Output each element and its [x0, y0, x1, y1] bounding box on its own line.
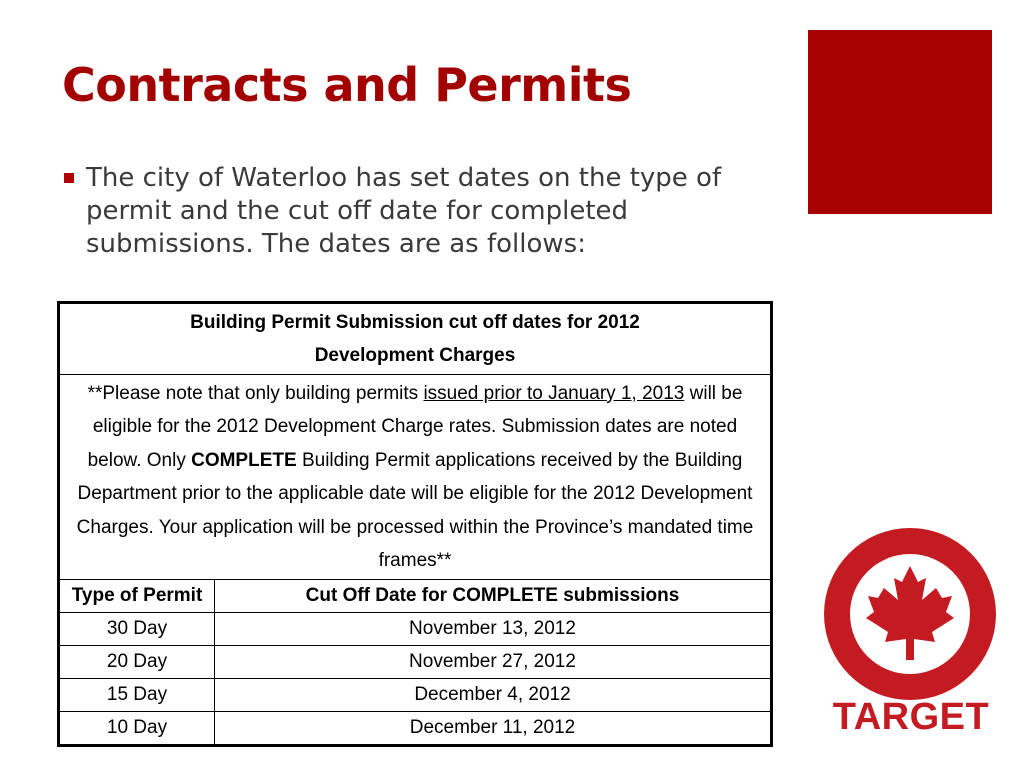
cutoff-date-cell: November 27, 2012 [215, 646, 772, 679]
table-header-row [59, 580, 772, 613]
target-logo-text: TARGET [832, 696, 990, 738]
permit-type-cell: 15 Day [59, 679, 215, 712]
cutoff-date-cell: December 11, 2012 [215, 712, 772, 746]
cutoff-date-cell: December 4, 2012 [215, 679, 772, 712]
note-suffix: Building Permit applications received by the Building Department prior to the applicable date will be eligible for the 2012 Development Charges. Your application will be processed within the Province’s mandated time frames** [76, 449, 754, 571]
table-row [59, 679, 772, 712]
table-title [59, 303, 772, 375]
cutoff-date-cell: November 13, 2012 [215, 613, 772, 646]
header-cutoff-date: Cut Off Date for COMPLETE submissions [215, 580, 772, 613]
table-row [59, 613, 772, 646]
permit-type-cell: 30 Day [59, 613, 215, 646]
target-logo [818, 528, 1004, 748]
bullet-marker-icon [64, 173, 74, 183]
note-underlined: issued prior to January 1, 2013 [423, 382, 685, 404]
slide-title: Contracts and Permits [62, 58, 632, 112]
permit-type-cell: 20 Day [59, 646, 215, 679]
table-title-line2: Development Charges [314, 345, 516, 366]
bullet-item [64, 162, 764, 261]
note-prefix: **Please note that only building permits [87, 382, 424, 404]
table-title-line1: Building Permit Submission cut off dates for 2012 [190, 312, 640, 333]
accent-square [808, 30, 992, 214]
table-note [59, 375, 772, 580]
note-middle: will be eligible for the 2012 Development Charge rates. Submission dates are noted below. Only [87, 382, 743, 471]
maple-leaf-icon [824, 528, 996, 700]
permit-cutoff-table [57, 301, 773, 747]
permit-type-cell: 10 Day [59, 712, 215, 746]
table-row [59, 712, 772, 746]
header-type-of-permit: Type of Permit [59, 580, 215, 613]
note-bold: COMPLETE [191, 449, 297, 471]
bullet-text: The city of Waterloo has set dates on the type of permit and the cut off date for completed submissions. The dates are as follows: [86, 163, 722, 259]
table-row [59, 646, 772, 679]
